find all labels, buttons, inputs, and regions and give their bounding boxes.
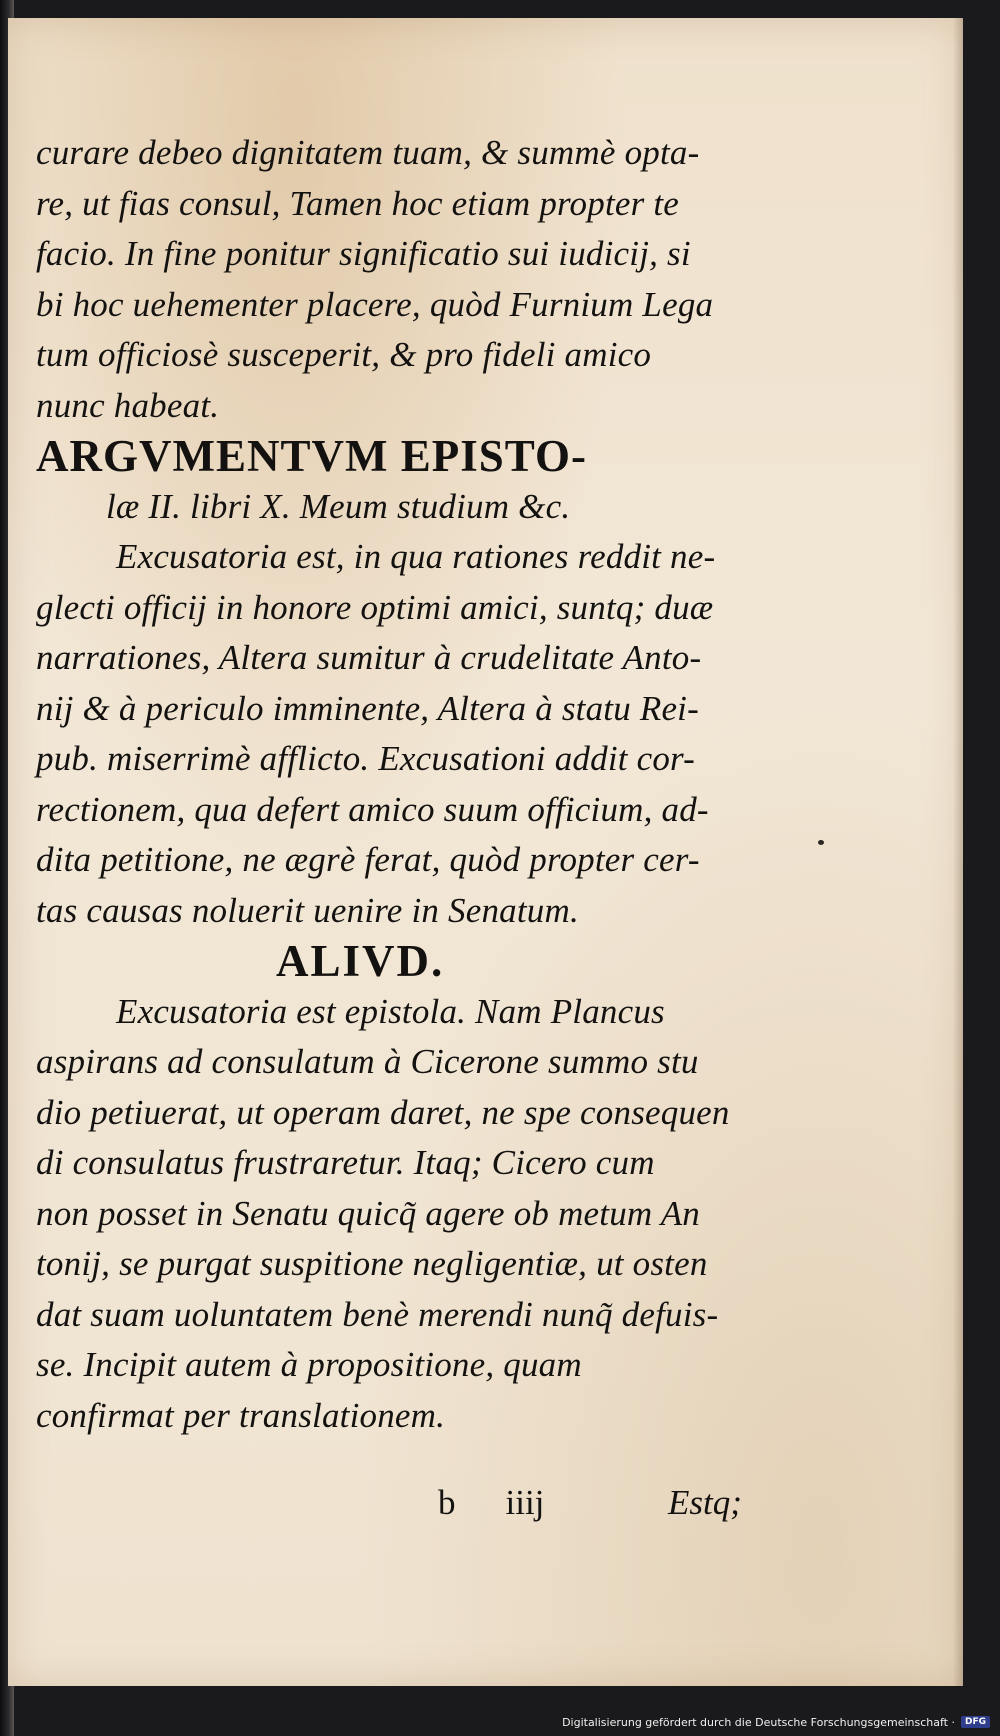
page-edge-shadow bbox=[953, 18, 963, 1686]
text-line: nunc habeat. bbox=[36, 385, 220, 425]
text-line: rectionem, qua defert amico suum officium, ad- bbox=[36, 789, 709, 829]
text-line: dita petitione, ne ægrè ferat, quòd propter cer- bbox=[36, 840, 700, 879]
footer-text: Digitalisierung gefördert durch die Deutsche Forschungsgemeinschaft · bbox=[562, 1715, 955, 1729]
ink-spot bbox=[818, 840, 824, 845]
text-line: tum officiosè susceperit, & pro fideli amico bbox=[36, 335, 652, 374]
aliud-heading: ALIVD. bbox=[276, 936, 445, 986]
text-line: Excusatoria est epistola. Nam Plancus bbox=[116, 991, 665, 1031]
text-line: nij & à periculo imminente, Altera à statu Rei- bbox=[36, 688, 699, 728]
text-line: pub. miserrimè afflicto. Excusationi addit cor- bbox=[36, 739, 696, 778]
text-line: bi hoc uehementer placere, quòd Furnium Lega bbox=[36, 284, 714, 324]
argument-heading: ARGVMENTVM EPISTO- bbox=[36, 431, 587, 481]
text-line: facio. In fine ponitur significatio sui iudicij, si bbox=[36, 234, 691, 273]
text-line: narrationes, Altera sumitur à crudelitate Anto- bbox=[36, 638, 702, 677]
text-line: tas causas noluerit uenire in Senatum. bbox=[36, 890, 579, 930]
signature-number: iiij bbox=[505, 1483, 545, 1522]
text-line: non posset in Senatu quicq̃ agere ob metum An bbox=[36, 1193, 700, 1233]
dfg-logo-icon: DFG bbox=[961, 1716, 990, 1728]
text-line: dio petiuerat, ut operam daret, ne spe consequen bbox=[36, 1092, 730, 1132]
signature-letter: b bbox=[438, 1483, 456, 1522]
book-page bbox=[8, 18, 963, 1686]
catchword: Estq; bbox=[668, 1483, 742, 1522]
text-line: re, ut fias consul, Tamen hoc etiam propter te bbox=[36, 183, 680, 223]
text-line: se. Incipit autem à propositione, quam bbox=[36, 1345, 582, 1384]
text-line: tonij, se purgat suspitione negligentiæ, ut osten bbox=[36, 1244, 708, 1283]
text-line: Excusatoria est, in qua rationes reddit ne- bbox=[116, 537, 716, 576]
text-line: confirmat per translationem. bbox=[36, 1395, 446, 1435]
page-text bbox=[36, 128, 736, 1441]
text-line: dat suam uoluntatem benè merendi nunq̃ defuis- bbox=[36, 1294, 719, 1334]
argument-heading-cont: læ II. libri X. Meum studium &c. bbox=[106, 486, 571, 526]
text-line: aspirans ad consulatum à Cicerone summo stu bbox=[36, 1042, 699, 1081]
digitization-footer bbox=[562, 1712, 990, 1732]
text-line: glecti officij in honore optimi amici, suntq; duæ bbox=[36, 587, 714, 627]
signature-mark bbox=[438, 1483, 544, 1523]
text-line: di consulatus frustraretur. Itaq; Cicero cum bbox=[36, 1143, 655, 1182]
text-line: curare debeo dignitatem tuam, & summè opta- bbox=[36, 133, 700, 172]
